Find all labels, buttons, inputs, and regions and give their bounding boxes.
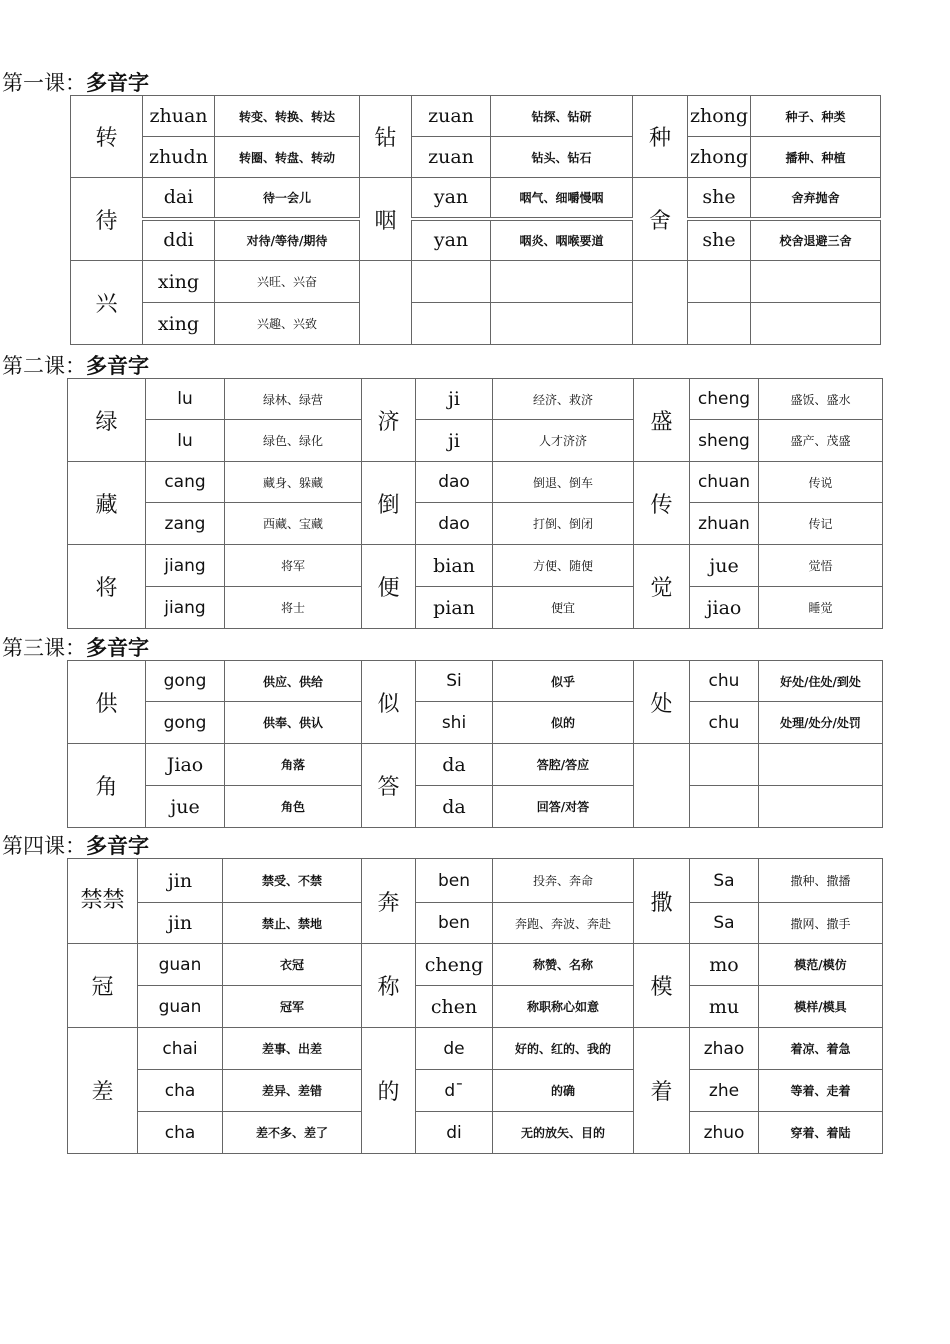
pinyin-cell: ben xyxy=(416,859,493,903)
words-cell: 咽炎、咽喉要道 xyxy=(491,219,633,261)
char-cell: 角 xyxy=(68,744,146,828)
words-cell: 盛饭、盛水 xyxy=(759,379,883,420)
table-row xyxy=(68,903,883,944)
words-cell: 撒种、撒播 xyxy=(759,859,883,903)
char-cell xyxy=(634,744,690,828)
words-cell: 等着、走着 xyxy=(759,1070,883,1112)
words-cell: 角色 xyxy=(225,786,362,828)
pinyin-cell: zuan xyxy=(412,137,491,178)
pinyin-cell: yan xyxy=(412,178,491,219)
pinyin-cell: shi xyxy=(416,702,493,744)
lesson-1-heading xyxy=(2,73,149,94)
pinyin-cell: ddi xyxy=(143,219,215,261)
pinyin-cell: cang xyxy=(146,462,225,503)
char-cell: 绿 xyxy=(68,379,146,462)
pinyin-cell: dao xyxy=(416,462,493,503)
char-cell xyxy=(633,261,688,345)
table-row xyxy=(71,261,881,303)
table-row xyxy=(68,1070,883,1112)
pinyin-cell: chen xyxy=(416,986,493,1028)
words-cell: 好处/住处/到处 xyxy=(759,661,883,702)
table-row xyxy=(68,503,883,545)
words-cell: 称职称心如意 xyxy=(493,986,634,1028)
char-cell: 钻 xyxy=(360,96,412,178)
words-cell: 转圈、转盘、转动 xyxy=(215,137,360,178)
table-row xyxy=(68,986,883,1028)
pinyin-cell: xing xyxy=(143,261,215,303)
words-cell xyxy=(759,744,883,786)
lesson-2-heading xyxy=(2,356,149,377)
words-cell: 钻探、钻研 xyxy=(491,96,633,137)
table-row xyxy=(68,1028,883,1070)
char-cell: 供 xyxy=(68,661,146,744)
pinyin-cell: jue xyxy=(690,545,759,587)
words-cell: 角落 xyxy=(225,744,362,786)
words-cell: 传记 xyxy=(759,503,883,545)
pinyin-cell: dˉ xyxy=(416,1070,493,1112)
words-cell: 藏身、躲藏 xyxy=(225,462,362,503)
pinyin-cell: ben xyxy=(416,903,493,944)
words-cell: 差不多、差了 xyxy=(223,1112,362,1154)
table-row xyxy=(68,661,883,702)
char-cell: 处 xyxy=(634,661,690,744)
pinyin-cell: she xyxy=(688,219,751,261)
pinyin-cell: cha xyxy=(138,1070,223,1112)
char-cell: 差 xyxy=(68,1028,138,1154)
words-cell: 校舍退避三舍 xyxy=(751,219,881,261)
words-cell: 方便、随便 xyxy=(493,545,634,587)
table-row xyxy=(71,219,881,261)
char-cell: 待 xyxy=(71,178,143,261)
pinyin-cell: Sa xyxy=(690,903,759,944)
pinyin-cell: zuan xyxy=(412,96,491,137)
words-cell: 模范/模仿 xyxy=(759,944,883,986)
char-cell: 传 xyxy=(634,462,690,545)
char-cell: 着 xyxy=(634,1028,690,1154)
pinyin-cell: guan xyxy=(138,986,223,1028)
char-cell: 转 xyxy=(71,96,143,178)
pinyin-cell: de xyxy=(416,1028,493,1070)
char-cell: 藏 xyxy=(68,462,146,545)
lesson-subtitle: 多音字 xyxy=(86,636,149,660)
table-row xyxy=(71,178,881,219)
pinyin-cell: chu xyxy=(690,661,759,702)
pinyin-cell: chai xyxy=(138,1028,223,1070)
pinyin-cell: jiang xyxy=(146,545,225,587)
table-row xyxy=(68,420,883,462)
words-cell: 传说 xyxy=(759,462,883,503)
words-cell xyxy=(751,303,881,345)
words-cell: 的确 xyxy=(493,1070,634,1112)
char-cell xyxy=(360,261,412,345)
words-cell: 似乎 xyxy=(493,661,634,702)
char-cell: 撒 xyxy=(634,859,690,944)
words-cell: 西藏、宝藏 xyxy=(225,503,362,545)
words-cell xyxy=(491,261,633,303)
words-cell: 睡觉 xyxy=(759,587,883,629)
words-cell: 转变、转换、转达 xyxy=(215,96,360,137)
lesson-2-table xyxy=(67,378,883,629)
char-cell: 似 xyxy=(362,661,416,744)
pinyin-cell: da xyxy=(416,786,493,828)
words-cell: 舍弃抛舍 xyxy=(751,178,881,219)
pinyin-cell: guan xyxy=(138,944,223,986)
words-cell: 绿林、绿营 xyxy=(225,379,362,420)
words-cell: 咽气、细嚼慢咽 xyxy=(491,178,633,219)
pinyin-cell: cha xyxy=(138,1112,223,1154)
words-cell: 觉悟 xyxy=(759,545,883,587)
char-cell: 兴 xyxy=(71,261,143,345)
words-cell: 差事、出差 xyxy=(223,1028,362,1070)
table-row xyxy=(71,96,881,137)
words-cell: 禁受、不禁 xyxy=(223,859,362,903)
pinyin-cell: chu xyxy=(690,702,759,744)
pinyin-cell xyxy=(690,786,759,828)
words-cell: 种子、种类 xyxy=(751,96,881,137)
table-row xyxy=(68,462,883,503)
words-cell: 投奔、奔命 xyxy=(493,859,634,903)
lesson-subtitle: 多音字 xyxy=(86,354,149,378)
words-cell: 人才济济 xyxy=(493,420,634,462)
char-cell: 倒 xyxy=(362,462,416,545)
words-cell: 撒网、撒手 xyxy=(759,903,883,944)
char-cell: 冠 xyxy=(68,944,138,1028)
words-cell: 将士 xyxy=(225,587,362,629)
table-row xyxy=(68,859,883,903)
char-cell: 奔 xyxy=(362,859,416,944)
pinyin-cell: zhong xyxy=(688,137,751,178)
pinyin-cell: she xyxy=(688,178,751,219)
words-cell: 打倒、倒闭 xyxy=(493,503,634,545)
words-cell: 回答/对答 xyxy=(493,786,634,828)
char-cell: 模 xyxy=(634,944,690,1028)
pinyin-cell: cheng xyxy=(416,944,493,986)
pinyin-cell: jue xyxy=(146,786,225,828)
lesson-title: 第三课： xyxy=(2,636,86,660)
pinyin-cell: zhe xyxy=(690,1070,759,1112)
table-row xyxy=(68,944,883,986)
pinyin-cell: zhudn xyxy=(143,137,215,178)
words-cell: 穿着、着陆 xyxy=(759,1112,883,1154)
lesson-subtitle: 多音字 xyxy=(86,834,149,858)
char-cell: 舍 xyxy=(633,178,688,261)
table-row xyxy=(68,1112,883,1154)
pinyin-cell: di xyxy=(416,1112,493,1154)
pinyin-cell: Sa xyxy=(690,859,759,903)
pinyin-cell: mu xyxy=(690,986,759,1028)
words-cell: 供奉、供认 xyxy=(225,702,362,744)
table-row xyxy=(68,545,883,587)
lesson-4-table xyxy=(67,858,883,1154)
words-cell: 兴趣、兴致 xyxy=(215,303,360,345)
table-row xyxy=(68,744,883,786)
pinyin-cell: zhuan xyxy=(143,96,215,137)
pinyin-cell: ji xyxy=(416,379,493,420)
pinyin-cell: ji xyxy=(416,420,493,462)
lesson-3-table xyxy=(67,660,883,828)
char-cell: 种 xyxy=(633,96,688,178)
char-cell: 答 xyxy=(362,744,416,828)
pinyin-cell: zhuan xyxy=(690,503,759,545)
words-cell: 兴旺、兴奋 xyxy=(215,261,360,303)
pinyin-cell: zhong xyxy=(688,96,751,137)
pinyin-cell: bian xyxy=(416,545,493,587)
pinyin-cell xyxy=(688,261,751,303)
table-row xyxy=(68,379,883,420)
table-row xyxy=(68,702,883,744)
pinyin-cell: yan xyxy=(412,219,491,261)
pinyin-cell: dai xyxy=(143,178,215,219)
words-cell xyxy=(759,786,883,828)
pinyin-cell: gong xyxy=(146,661,225,702)
words-cell: 衣冠 xyxy=(223,944,362,986)
pinyin-cell: sheng xyxy=(690,420,759,462)
char-cell: 便 xyxy=(362,545,416,629)
pinyin-cell: cheng xyxy=(690,379,759,420)
words-cell: 经济、救济 xyxy=(493,379,634,420)
lesson-4-heading xyxy=(2,836,149,857)
lesson-title: 第四课： xyxy=(2,834,86,858)
char-cell: 觉 xyxy=(634,545,690,629)
pinyin-cell: lu xyxy=(146,420,225,462)
pinyin-cell: zhao xyxy=(690,1028,759,1070)
words-cell xyxy=(751,261,881,303)
lesson-subtitle: 多音字 xyxy=(86,71,149,95)
words-cell: 称赞、名称 xyxy=(493,944,634,986)
words-cell: 似的 xyxy=(493,702,634,744)
pinyin-cell: pian xyxy=(416,587,493,629)
words-cell: 倒退、倒车 xyxy=(493,462,634,503)
pinyin-cell: gong xyxy=(146,702,225,744)
words-cell: 播种、种植 xyxy=(751,137,881,178)
table-row xyxy=(68,786,883,828)
table-row xyxy=(68,587,883,629)
words-cell: 差异、差错 xyxy=(223,1070,362,1112)
char-cell: 称 xyxy=(362,944,416,1028)
words-cell: 盛产、茂盛 xyxy=(759,420,883,462)
words-cell: 答腔/答应 xyxy=(493,744,634,786)
pinyin-cell: jin xyxy=(138,903,223,944)
pinyin-cell: zang xyxy=(146,503,225,545)
words-cell: 禁止、禁地 xyxy=(223,903,362,944)
lesson-3-heading xyxy=(2,638,149,659)
pinyin-cell: zhuo xyxy=(690,1112,759,1154)
pinyin-cell: lu xyxy=(146,379,225,420)
pinyin-cell xyxy=(690,744,759,786)
words-cell: 模样/模具 xyxy=(759,986,883,1028)
pinyin-cell: xing xyxy=(143,303,215,345)
words-cell: 将军 xyxy=(225,545,362,587)
lesson-title: 第二课： xyxy=(2,354,86,378)
char-cell: 禁禁 xyxy=(68,859,138,944)
char-cell: 盛 xyxy=(634,379,690,462)
words-cell: 便宜 xyxy=(493,587,634,629)
words-cell: 无的放矢、目的 xyxy=(493,1112,634,1154)
pinyin-cell: chuan xyxy=(690,462,759,503)
table-row xyxy=(71,303,881,345)
words-cell: 冠军 xyxy=(223,986,362,1028)
pinyin-cell: Si xyxy=(416,661,493,702)
pinyin-cell: mo xyxy=(690,944,759,986)
words-cell: 对待/等待/期待 xyxy=(215,219,360,261)
words-cell: 待一会儿 xyxy=(215,178,360,219)
pinyin-cell: Jiao xyxy=(146,744,225,786)
lesson-1-table xyxy=(70,95,881,345)
char-cell: 将 xyxy=(68,545,146,629)
words-cell: 处理/处分/处罚 xyxy=(759,702,883,744)
pinyin-cell xyxy=(412,261,491,303)
pinyin-cell: jiang xyxy=(146,587,225,629)
words-cell: 钻头、钻石 xyxy=(491,137,633,178)
words-cell: 绿色、绿化 xyxy=(225,420,362,462)
words-cell: 好的、红的、我的 xyxy=(493,1028,634,1070)
words-cell: 着凉、着急 xyxy=(759,1028,883,1070)
pinyin-cell: jin xyxy=(138,859,223,903)
pinyin-cell xyxy=(412,303,491,345)
lesson-title: 第一课： xyxy=(2,71,86,95)
pinyin-cell: da xyxy=(416,744,493,786)
pinyin-cell: dao xyxy=(416,503,493,545)
char-cell: 济 xyxy=(362,379,416,462)
words-cell: 供应、供给 xyxy=(225,661,362,702)
table-row xyxy=(71,137,881,178)
char-cell: 咽 xyxy=(360,178,412,261)
words-cell xyxy=(491,303,633,345)
words-cell: 奔跑、奔波、奔赴 xyxy=(493,903,634,944)
char-cell: 的 xyxy=(362,1028,416,1154)
pinyin-cell xyxy=(688,303,751,345)
pinyin-cell: jiao xyxy=(690,587,759,629)
